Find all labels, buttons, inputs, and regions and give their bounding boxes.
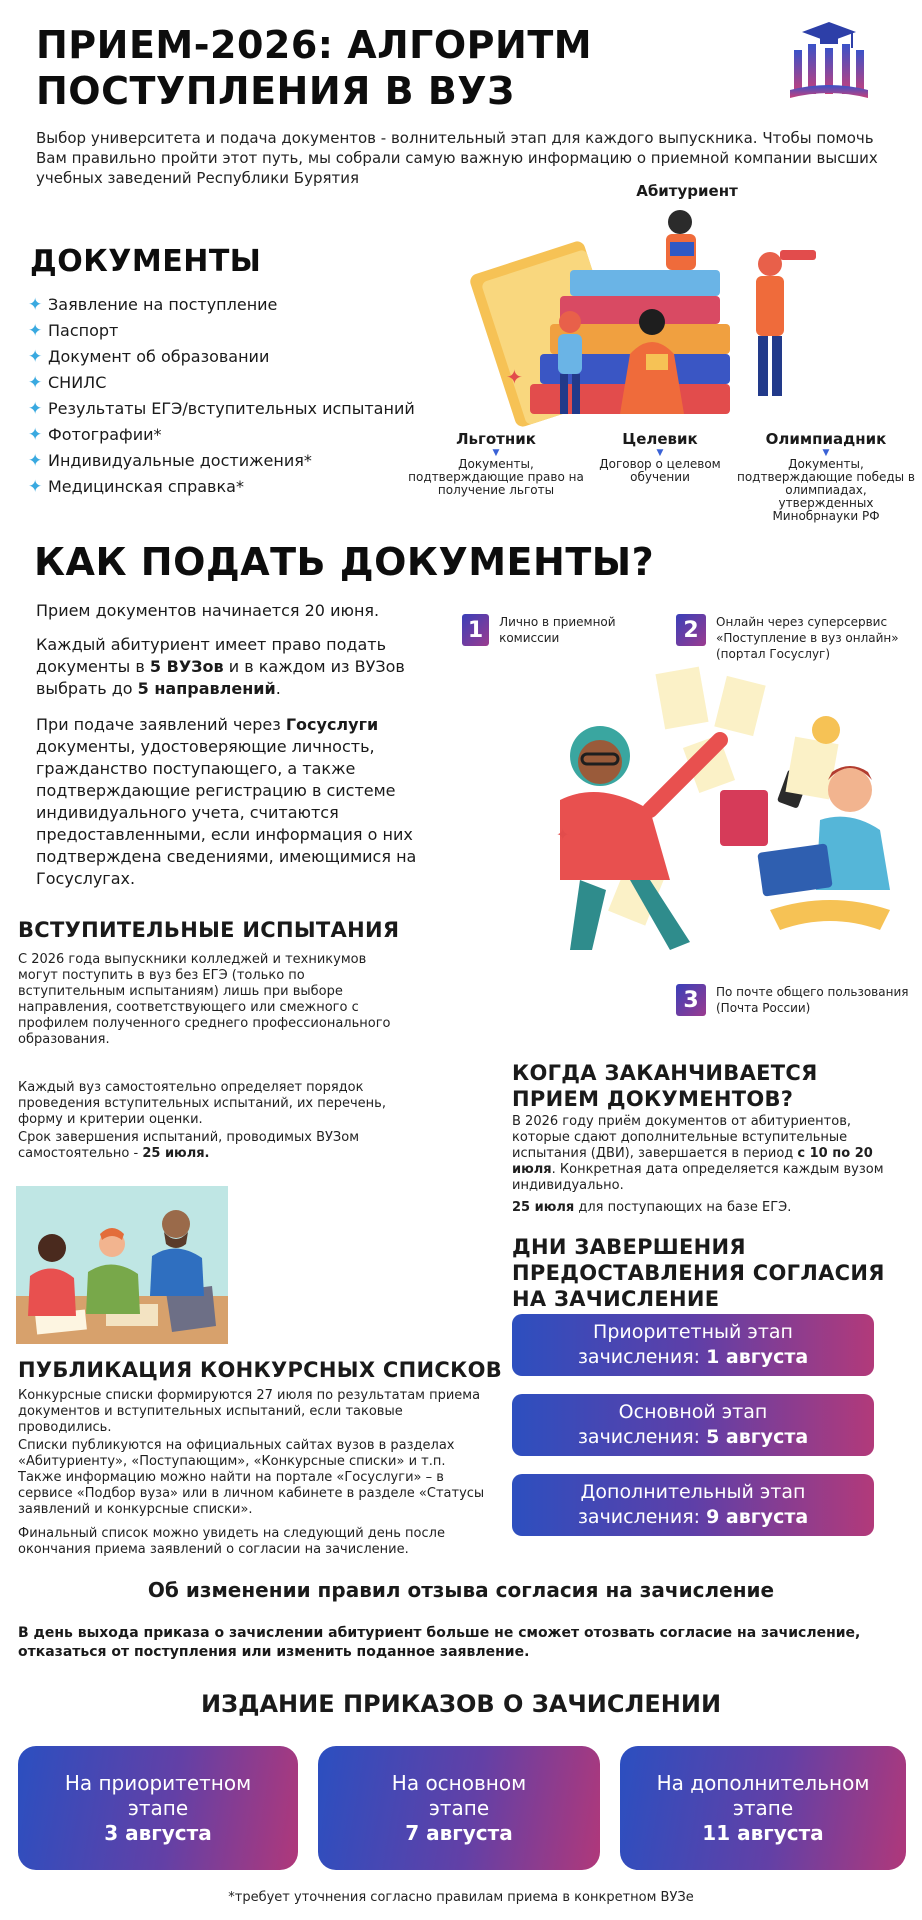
list-item: ✦ Индивидуальные достижения* xyxy=(28,448,448,474)
card-label: этапе xyxy=(428,1795,490,1820)
text-bold: 25 июля xyxy=(512,1200,575,1215)
exams-paragraph-2: Каждый вуз самостоятельно определяет порядок проведения вступительных испытаний, их перечень, форму и критерии оценки. xyxy=(18,1080,386,1127)
stage-label: Основной этап xyxy=(618,1401,768,1423)
text-span: Срок завершения испытаний, проводимых ВУЗом самостоятельно - xyxy=(18,1130,360,1161)
list-item: ✦ Паспорт xyxy=(28,318,448,344)
role-name: Целевик xyxy=(622,430,698,448)
university-logo xyxy=(786,20,872,102)
role-card xyxy=(590,430,730,484)
step-text: Лично в приемной комиссии xyxy=(499,615,616,645)
order-card-main xyxy=(318,1746,600,1870)
consent-title xyxy=(512,1234,885,1312)
sparkle-icon: ✦ xyxy=(28,425,43,445)
card-label: этапе xyxy=(127,1795,189,1820)
order-card-additional xyxy=(620,1746,906,1870)
list-item: ✦ Результаты ЕГЭ/вступительных испытаний xyxy=(28,396,448,422)
role-name: Олимпиадник xyxy=(765,430,887,448)
applicant-label: Абитуриент xyxy=(636,182,738,200)
title-line: ПРЕДОСТАВЛЕНИЯ СОГЛАСИЯ xyxy=(512,1261,885,1285)
step-1 xyxy=(462,614,662,646)
text-span: зачисления: xyxy=(577,1506,707,1528)
role-card xyxy=(406,430,586,497)
how-paragraph-1: Прием документов начинается 20 июня. xyxy=(36,601,380,620)
lists-paragraph-3: Финальный список можно увидеть на следующий день после окончания приема заявлений о согласии на зачисление. xyxy=(18,1526,445,1557)
text-bold: 5 направлений xyxy=(137,679,276,698)
step-text: Онлайн через суперсервис «Поступление в вуз онлайн» (портал Госуслуг) xyxy=(716,615,899,661)
sparkle-icon: ✦ xyxy=(28,399,43,419)
lists-paragraph-1: Конкурсные списки формируются 27 июля по результатам приема документов и вступительных испытаний, если таковые проводились. xyxy=(18,1388,481,1435)
svg-text:✦: ✦ xyxy=(506,365,523,389)
step-number-badge: 3 xyxy=(676,984,706,1016)
orders-title: ИЗДАНИЕ ПРИКАЗОВ О ЗАЧИСЛЕНИИ xyxy=(200,1690,722,1718)
list-item: ✦ Фотографии* xyxy=(28,422,448,448)
text-bold: с 10 по 20 июля xyxy=(512,1146,873,1177)
exams-title: ВСТУПИТЕЛЬНЫЕ ИСПЫТАНИЯ xyxy=(18,918,400,942)
withdraw-text: В день выхода приказа о зачислении абитуриент больше не сможет отозвать согласие на зачисление, отказаться от поступления или изменить поданное заявление. xyxy=(18,1625,861,1660)
step-number-badge: 2 xyxy=(676,614,706,646)
list-item: ✦ Медицинская справка* xyxy=(28,474,448,500)
sparkle-icon: ✦ xyxy=(28,451,43,471)
svg-text:✦: ✦ xyxy=(556,825,570,844)
title-line-2: ПОСТУПЛЕНИЯ В ВУЗ xyxy=(36,69,515,113)
role-card xyxy=(736,430,916,523)
arrow-down-icon: ▼ xyxy=(822,448,830,458)
page-title xyxy=(36,22,656,114)
text-span: зачисления: xyxy=(577,1346,707,1368)
title-line: НА ЗАЧИСЛЕНИЕ xyxy=(512,1287,720,1311)
step-2 xyxy=(676,614,916,662)
list-item: ✦ СНИЛС xyxy=(28,370,448,396)
text-span: зачисления: xyxy=(577,1426,707,1448)
stage-date: 1 августа xyxy=(706,1346,809,1368)
deadline-title xyxy=(512,1060,818,1112)
sparkle-icon: ✦ xyxy=(28,321,43,341)
text-span: В 2026 году приём документов от абитуриентов, которые сдают дополнительные вступительные испытания (ДВИ), завершается в период xyxy=(512,1114,851,1161)
stage-date-line xyxy=(512,1425,874,1450)
list-item: ✦ Документ об образовании xyxy=(28,344,448,370)
documents-list xyxy=(28,292,448,500)
stage-label: Дополнительный этап xyxy=(580,1481,806,1503)
text-bold: 5 ВУЗов xyxy=(149,657,224,676)
sparkle-icon: ✦ xyxy=(28,295,43,315)
step-text: По почте общего пользования (Почта России) xyxy=(716,985,909,1015)
how-title: КАК ПОДАТЬ ДОКУМЕНТЫ? xyxy=(34,540,655,584)
text-span: При подаче заявлений через xyxy=(36,715,286,734)
stressed-student-illustration xyxy=(520,660,910,970)
text-span: Каждый абитуриент имеет право подать документы в xyxy=(36,635,387,676)
lists-paragraph-2: Списки публикуются на официальных сайтах вузов в разделах «Абитуриенту», «Поступающим», «Конкурсные списки» и т.п. Также информацию можно найти на портале «Госуслуги» – в сервисе «Подбор вуза» или в личном кабинете в разделе «Статусы заявлений и конкурсные списки». xyxy=(18,1438,485,1517)
sparkle-icon: ✦ xyxy=(28,477,43,497)
exams-paragraph-3 xyxy=(18,1130,398,1162)
how-paragraph-2 xyxy=(36,634,426,700)
arrow-down-icon: ▼ xyxy=(492,448,500,458)
text-bold: Госуслуги xyxy=(285,715,379,734)
stage-date: 9 августа xyxy=(706,1506,809,1528)
consent-stage-additional xyxy=(512,1474,874,1536)
card-date: 11 августа xyxy=(702,1820,824,1845)
lists-title: ПУБЛИКАЦИЯ КОНКУРСНЫХ СПИСКОВ xyxy=(18,1358,503,1382)
study-group-illustration xyxy=(16,1186,228,1344)
students-books-illustration xyxy=(470,204,830,434)
title-line: ПРИЕМ ДОКУМЕНТОВ? xyxy=(512,1087,794,1111)
stage-date-line xyxy=(512,1345,874,1370)
text-span: документы, удостоверяющие личность, гражданство поступающего, а также подтверждающие регистрацию в системе индивидуального учета, считаются предоставленными, если информация о них подтверждена сведениями, имеющимися на Госуслугах. xyxy=(36,737,417,888)
withdraw-title: Об изменении правил отзыва согласия на зачисление xyxy=(147,1578,775,1602)
text-span: . xyxy=(275,679,281,698)
role-description: Документы, подтверждающие победы в олимпиадах, утвержденных Минобрнауки РФ xyxy=(736,457,916,523)
exams-paragraph-1: С 2026 года выпускники колледжей и техникумов могут поступить в вуз без ЕГЭ (только по вступительным испытаниям) лишь при выборе направления, соответствующего или смежного с профилем полученного среднего профессионального образования. xyxy=(18,952,391,1047)
step-3 xyxy=(676,984,916,1016)
list-item: ✦ Заявление на поступление xyxy=(28,292,448,318)
role-description: Документы, подтверждающие право на получение льготы xyxy=(408,457,584,497)
deadline-paragraph-1 xyxy=(512,1114,902,1194)
card-date: 3 августа xyxy=(104,1820,212,1845)
card-label: этапе xyxy=(732,1795,794,1820)
arrow-down-icon: ▼ xyxy=(656,448,664,458)
text-span: и в каждом из ВУЗов выбрать до xyxy=(36,657,405,698)
documents-title: ДОКУМЕНТЫ xyxy=(30,244,262,279)
sparkle-icon: ✦ xyxy=(28,373,43,393)
order-card-priority xyxy=(18,1746,298,1870)
footnote: *требует уточнения согласно правилам приема в конкретном ВУЗе xyxy=(228,1890,694,1905)
intro-text: Выбор университета и подача документов - волнительный этап для каждого выпускника. Чтобы помочь Вам правильно пройти этот путь, мы собрали самую важную информацию о приемной компании высших учебных заведений Республики Бурятия xyxy=(36,129,878,187)
deadline-paragraph-2 xyxy=(512,1200,902,1216)
card-label: На основном xyxy=(391,1770,527,1795)
consent-stage-priority xyxy=(512,1314,874,1376)
text-bold: 25 июля. xyxy=(142,1146,210,1161)
card-label: На приоритетном xyxy=(64,1770,252,1795)
role-description: Договор о целевом обучении xyxy=(599,457,721,484)
text-span: . Конкретная дата определяется каждым вузом индивидуально. xyxy=(512,1162,884,1193)
title-line: ДНИ ЗАВЕРШЕНИЯ xyxy=(512,1235,746,1259)
how-paragraph-3 xyxy=(36,714,436,890)
stage-label: Приоритетный этап xyxy=(593,1321,793,1343)
title-line-1: ПРИЕМ-2026: АЛГОРИТМ xyxy=(36,23,593,67)
title-line: КОГДА ЗАКАНЧИВАЕТСЯ xyxy=(512,1061,818,1085)
sparkle-icon: ✦ xyxy=(28,347,43,367)
role-name: Льготник xyxy=(456,430,536,448)
card-label: На дополнительном xyxy=(656,1770,870,1795)
consent-stage-main xyxy=(512,1394,874,1456)
stage-date: 5 августа xyxy=(706,1426,809,1448)
text-span: для поступающих на базе ЕГЭ. xyxy=(574,1200,792,1215)
stage-date-line xyxy=(512,1505,874,1530)
card-date: 7 августа xyxy=(405,1820,513,1845)
step-number-badge: 1 xyxy=(462,614,489,646)
